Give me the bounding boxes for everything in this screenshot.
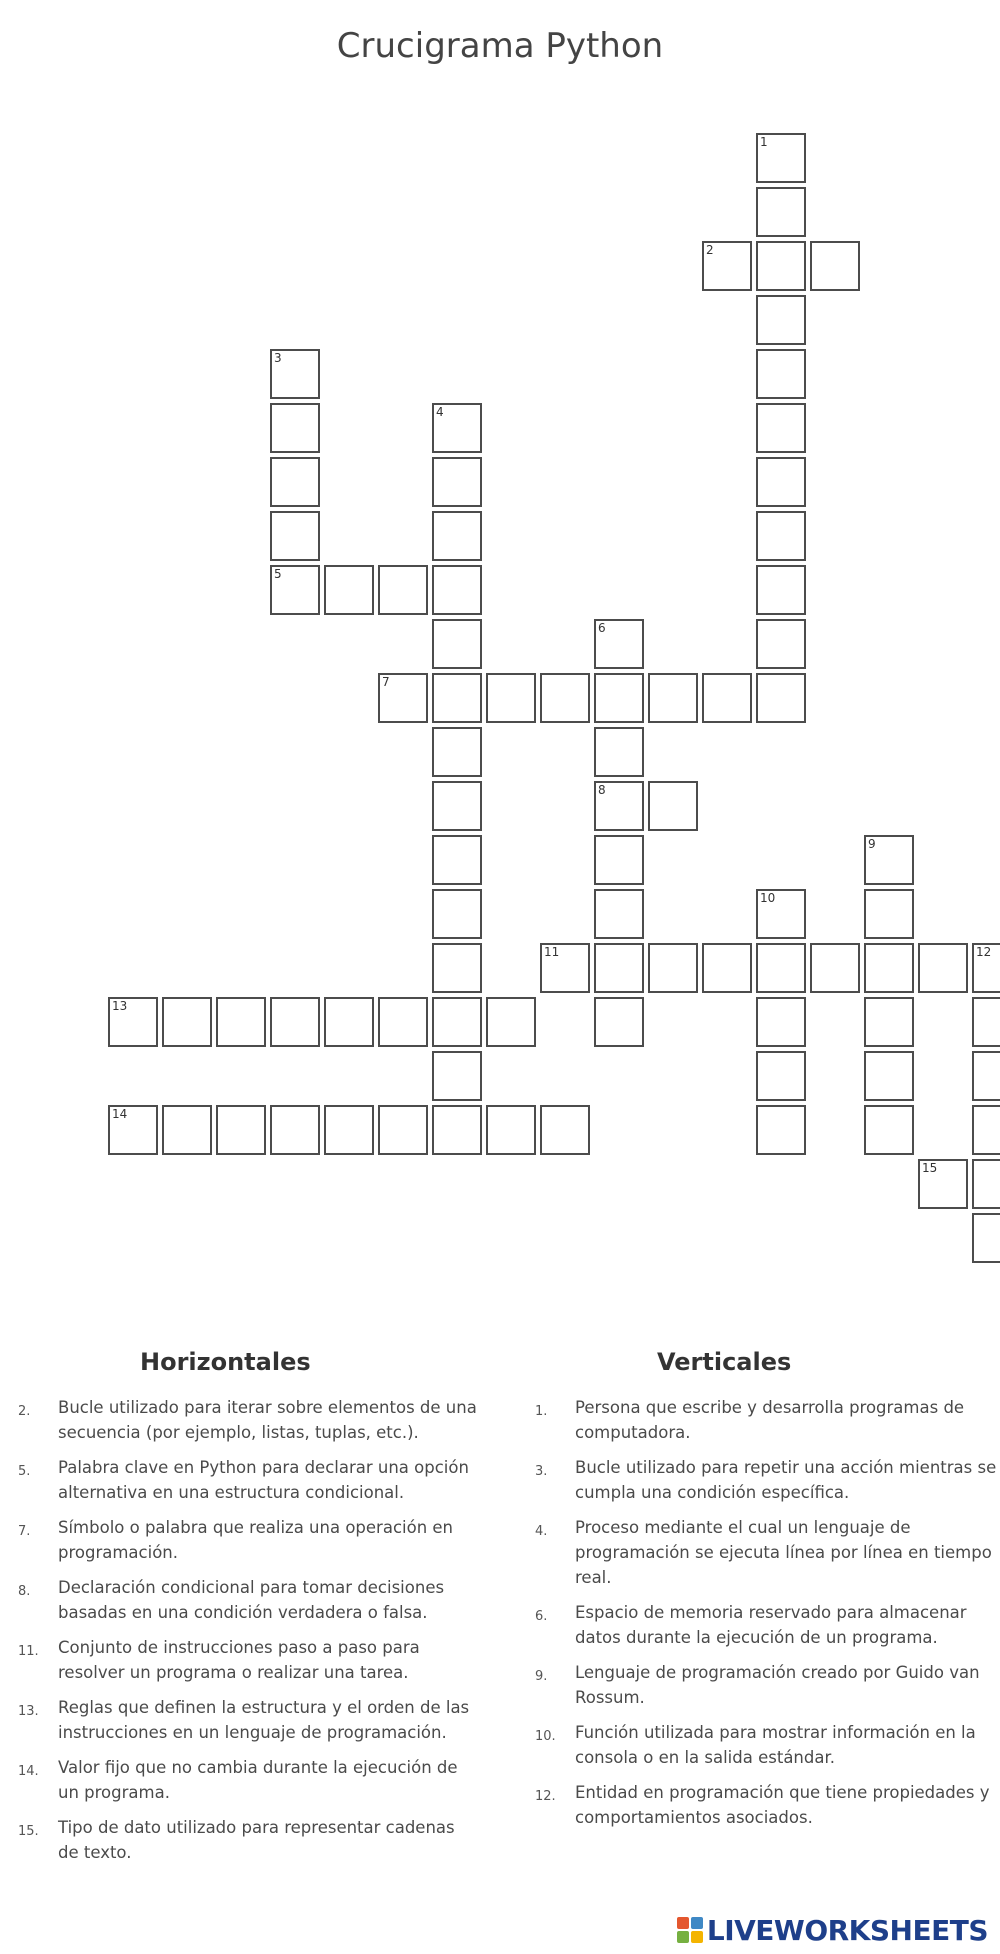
- crossword-cell[interactable]: [162, 997, 212, 1047]
- crossword-cell[interactable]: [540, 943, 590, 993]
- clue-number: 1: [760, 135, 768, 149]
- crossword-cell[interactable]: [378, 1105, 428, 1155]
- clue-number: 14: [112, 1107, 128, 1121]
- crossword-cell[interactable]: [864, 835, 914, 885]
- crossword-cell[interactable]: [486, 673, 536, 723]
- across-clue-number: 2.: [18, 1404, 31, 1419]
- crossword-cell[interactable]: [810, 241, 860, 291]
- down-clue-text: Lenguaje de programación creado por Guido van Rossum.: [575, 1663, 980, 1707]
- across-clue-text: Declaración condicional para tomar decisiones basadas en una condición verdadera o falsa.: [58, 1578, 445, 1622]
- crossword-cell[interactable]: [432, 835, 482, 885]
- crossword-cell[interactable]: [918, 943, 968, 993]
- crossword-cell[interactable]: [972, 1213, 1000, 1263]
- down-clue-text: Proceso mediante el cual un lenguaje de programación se ejecuta línea por línea en tiempo real.: [575, 1518, 992, 1587]
- crossword-cell[interactable]: [756, 457, 806, 507]
- crossword-cell[interactable]: [972, 1105, 1000, 1155]
- across-clue-number: 13.: [18, 1704, 39, 1719]
- across-clue-text: Tipo de dato utilizado para representar cadenas de texto.: [58, 1818, 455, 1862]
- crossword-cell[interactable]: [378, 997, 428, 1047]
- crossword-cell[interactable]: [972, 997, 1000, 1047]
- crossword-cell[interactable]: [702, 943, 752, 993]
- crossword-cell[interactable]: [432, 997, 482, 1047]
- down-clue-number: 3.: [535, 1464, 548, 1479]
- across-clue-text: Valor fijo que no cambia durante la ejecución de un programa.: [58, 1758, 458, 1802]
- crossword-cell[interactable]: [594, 889, 644, 939]
- crossword-cell[interactable]: [756, 619, 806, 669]
- crossword-cell[interactable]: [864, 889, 914, 939]
- crossword-cell[interactable]: [432, 727, 482, 777]
- across-clue-text: Palabra clave en Python para declarar una opción alternativa en una estructura condicional.: [58, 1458, 469, 1502]
- down-clue: [517, 1600, 999, 1650]
- down-clue-number: 12.: [535, 1789, 556, 1804]
- crossword-cell[interactable]: [756, 1105, 806, 1155]
- down-clue-number: 9.: [535, 1669, 548, 1684]
- crossword-cell[interactable]: [918, 1159, 968, 1209]
- crossword-cell[interactable]: [378, 565, 428, 615]
- crossword-cell[interactable]: [432, 1051, 482, 1101]
- crossword-cell[interactable]: [864, 1105, 914, 1155]
- crossword-cell[interactable]: [864, 1051, 914, 1101]
- down-clue-text: Función utilizada para mostrar información en la consola o en la salida estándar.: [575, 1723, 976, 1767]
- liveworksheets-logo[interactable]: [677, 1912, 988, 1948]
- crossword-cell[interactable]: [108, 997, 158, 1047]
- across-clue: [0, 1815, 480, 1865]
- across-clue: [0, 1455, 480, 1505]
- crossword-cell[interactable]: [972, 943, 1000, 993]
- crossword-cell[interactable]: [432, 889, 482, 939]
- crossword-cell[interactable]: [648, 943, 698, 993]
- clue-number: 6: [598, 621, 606, 635]
- crossword-cell[interactable]: [648, 673, 698, 723]
- crossword-cell[interactable]: [270, 511, 320, 561]
- crossword-cell[interactable]: [648, 781, 698, 831]
- across-clue: [0, 1515, 480, 1565]
- crossword-cell[interactable]: [594, 727, 644, 777]
- crossword-cell[interactable]: [702, 673, 752, 723]
- crossword-cell[interactable]: [594, 943, 644, 993]
- down-clue-number: 6.: [535, 1609, 548, 1624]
- crossword-cell[interactable]: [756, 1051, 806, 1101]
- crossword-cell[interactable]: [432, 565, 482, 615]
- crossword-cell[interactable]: [270, 403, 320, 453]
- crossword-cell[interactable]: [756, 241, 806, 291]
- crossword-cell[interactable]: [324, 1105, 374, 1155]
- across-clue-number: 15.: [18, 1824, 39, 1839]
- across-clue: [0, 1395, 480, 1445]
- across-clue-text: Símbolo o palabra que realiza una operación en programación.: [58, 1518, 454, 1562]
- down-clue-text: Persona que escribe y desarrolla programas de computadora.: [575, 1398, 965, 1442]
- crossword-cell[interactable]: [432, 781, 482, 831]
- crossword-cell[interactable]: [162, 1105, 212, 1155]
- clue-number: 5: [274, 567, 282, 581]
- down-clue: [517, 1720, 999, 1770]
- across-clue: [0, 1575, 480, 1625]
- crossword-cell[interactable]: [594, 619, 644, 669]
- clue-number: 15: [922, 1161, 938, 1175]
- crossword-cell[interactable]: [594, 997, 644, 1047]
- crossword-cell[interactable]: [756, 403, 806, 453]
- down-clue-text: Bucle utilizado para repetir una acción mientras se cumpla una condición específica.: [575, 1458, 997, 1502]
- across-clue: [0, 1695, 480, 1745]
- crossword-cell[interactable]: [594, 835, 644, 885]
- crossword-cell[interactable]: [270, 457, 320, 507]
- clue-number: 11: [544, 945, 560, 959]
- down-clue-number: 1.: [535, 1404, 548, 1419]
- across-clue-number: 5.: [18, 1464, 31, 1479]
- down-clue: [517, 1395, 999, 1445]
- crossword-cell[interactable]: [486, 1105, 536, 1155]
- crossword-cell[interactable]: [756, 187, 806, 237]
- crossword-cell[interactable]: [432, 511, 482, 561]
- crossword-cell[interactable]: [432, 619, 482, 669]
- clue-number: 13: [112, 999, 128, 1013]
- down-clue-text: Entidad en programación que tiene propiedades y comportamientos asociados.: [575, 1783, 990, 1827]
- across-clue: [0, 1755, 480, 1805]
- crossword-cell[interactable]: [756, 889, 806, 939]
- crossword-cell[interactable]: [594, 781, 644, 831]
- crossword-cell[interactable]: [756, 295, 806, 345]
- down-clue: [517, 1515, 999, 1590]
- crossword-cell[interactable]: [756, 133, 806, 183]
- across-clue-number: 8.: [18, 1584, 31, 1599]
- across-clue-number: 14.: [18, 1764, 39, 1779]
- across-heading: Horizontales: [140, 1348, 311, 1376]
- crossword-cell[interactable]: [432, 403, 482, 453]
- crossword-cell[interactable]: [972, 1159, 1000, 1209]
- crossword-cell[interactable]: [486, 997, 536, 1047]
- down-clue: [517, 1780, 999, 1830]
- down-clue: [517, 1660, 999, 1710]
- crossword-cell[interactable]: [864, 943, 914, 993]
- across-clue-text: Bucle utilizado para iterar sobre elementos de una secuencia (por ejemplo, listas, tuplas, etc.).: [58, 1398, 477, 1442]
- crossword-cell[interactable]: [378, 673, 428, 723]
- crossword-cell[interactable]: [216, 1105, 266, 1155]
- logo-text: LIVEWORKSHEETS: [706, 1913, 988, 1947]
- crossword-cell[interactable]: [756, 997, 806, 1047]
- crossword-cell[interactable]: [864, 997, 914, 1047]
- crossword-cell[interactable]: [756, 349, 806, 399]
- clue-number: 12: [976, 945, 992, 959]
- down-clue-number: 4.: [535, 1524, 548, 1539]
- crossword-cell[interactable]: [756, 673, 806, 723]
- across-clue-list: [0, 1395, 480, 1875]
- down-clue-number: 10.: [535, 1729, 556, 1744]
- clue-number: 8: [598, 783, 606, 797]
- down-clue: [517, 1455, 999, 1505]
- crossword-cell[interactable]: [540, 1105, 590, 1155]
- crossword-cell[interactable]: [108, 1105, 158, 1155]
- clue-number: 7: [382, 675, 390, 689]
- crossword-cell[interactable]: [270, 349, 320, 399]
- crossword-cell[interactable]: [756, 943, 806, 993]
- crossword-cell[interactable]: [540, 673, 590, 723]
- crossword-cell[interactable]: [756, 565, 806, 615]
- crossword-cell[interactable]: [324, 565, 374, 615]
- page-title: Crucigrama Python: [336, 26, 664, 66]
- clue-number: 4: [436, 405, 444, 419]
- crossword-cell[interactable]: [216, 997, 266, 1047]
- across-clue-number: 11.: [18, 1644, 39, 1659]
- across-clue-text: Reglas que definen la estructura y el orden de las instrucciones en un lenguaje de programación.: [58, 1698, 470, 1742]
- down-heading: Verticales: [657, 1348, 792, 1376]
- clue-number: 3: [274, 351, 282, 365]
- logo-mark-icon: [677, 1917, 703, 1943]
- crossword-cell[interactable]: [432, 457, 482, 507]
- clue-number: 9: [868, 837, 876, 851]
- crossword-cell[interactable]: [324, 997, 374, 1047]
- crossword-cell[interactable]: [756, 511, 806, 561]
- crossword-cell[interactable]: [432, 943, 482, 993]
- clue-number: 10: [760, 891, 776, 905]
- across-clue-number: 7.: [18, 1524, 31, 1539]
- crossword-cell[interactable]: [432, 673, 482, 723]
- crossword-cell[interactable]: [432, 1105, 482, 1155]
- down-clue-list: [517, 1395, 999, 1840]
- across-clue-text: Conjunto de instrucciones paso a paso para resolver un programa o realizar una tarea.: [58, 1638, 420, 1682]
- crossword-cell[interactable]: [810, 943, 860, 993]
- crossword-cell[interactable]: [270, 565, 320, 615]
- across-clue: [0, 1635, 480, 1685]
- crossword-cell[interactable]: [270, 1105, 320, 1155]
- crossword-cell[interactable]: [594, 673, 644, 723]
- crossword-cell[interactable]: [270, 997, 320, 1047]
- crossword-cell[interactable]: [702, 241, 752, 291]
- crossword-cell[interactable]: [972, 1051, 1000, 1101]
- down-clue-text: Espacio de memoria reservado para almacenar datos durante la ejecución de un programa.: [575, 1603, 967, 1647]
- clue-number: 2: [706, 243, 714, 257]
